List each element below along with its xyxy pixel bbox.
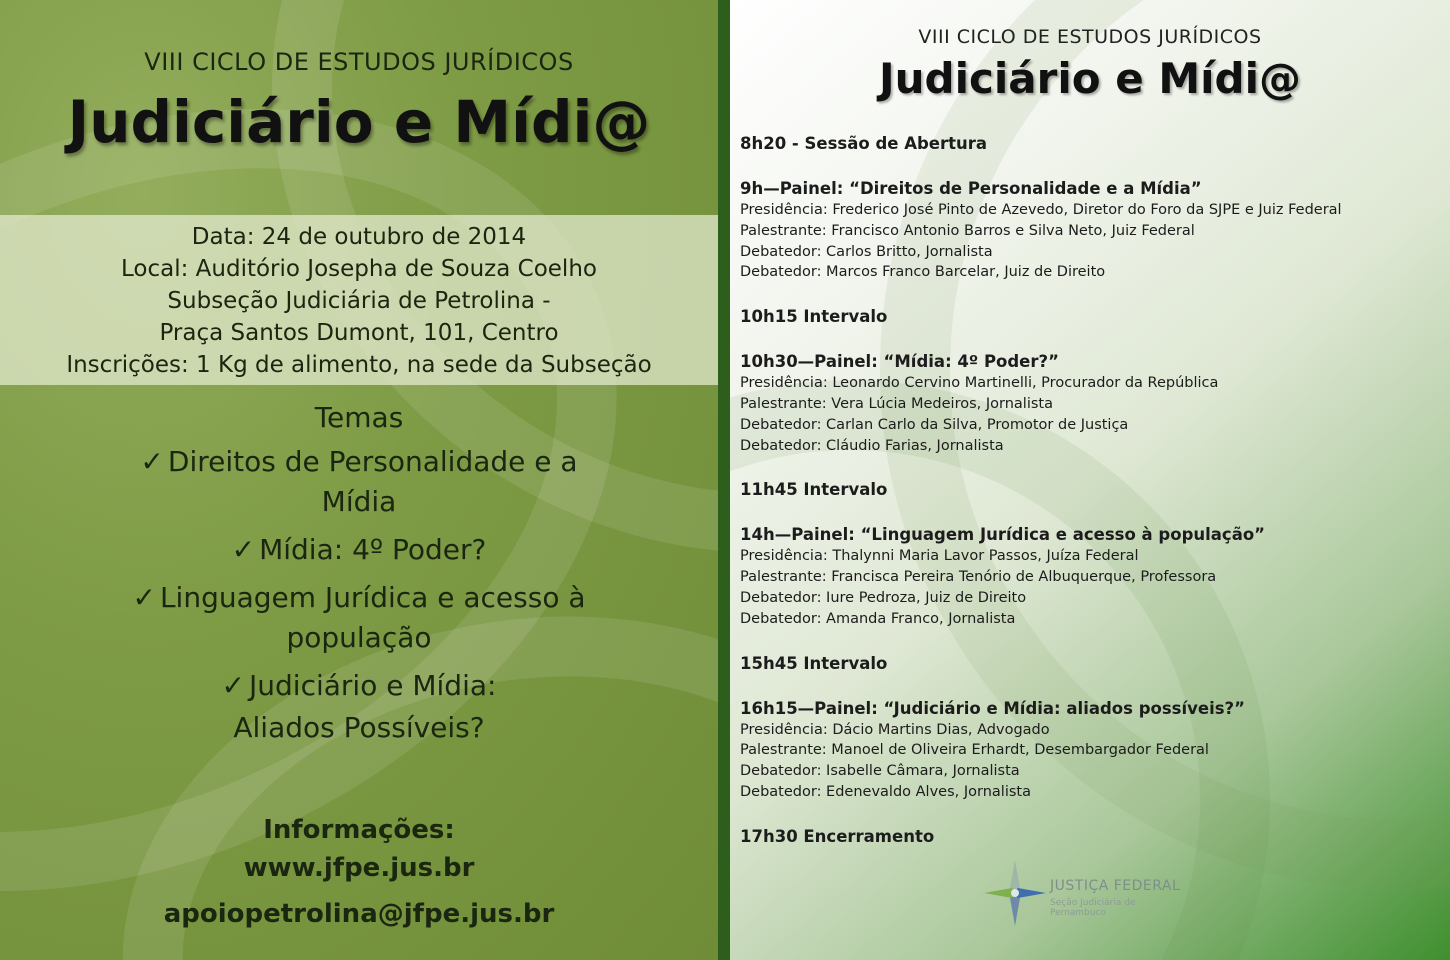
left-panel [0, 0, 718, 960]
themes-heading: Temas [314, 401, 404, 434]
schedule-participant: Debatedor: Carlos Britto, Jornalista [740, 243, 993, 260]
check-icon: ✓ [140, 445, 164, 478]
schedule-block [740, 351, 1440, 456]
event-details [0, 215, 718, 385]
schedule-participant: Presidência: Leonardo Cervino Martinelli, Procurador da República [740, 375, 1219, 392]
schedule-participant: Presidência: Frederico José Pinto de Azevedo, Diretor do Foro da SJPE e Juiz Federal [740, 202, 1342, 218]
check-icon: ✓ [132, 581, 156, 614]
schedule-participant: Palestrante: Manoel de Oliveira Erhardt, Desembargador Federal [740, 742, 1209, 759]
theme-item [124, 578, 594, 658]
contact-info [0, 812, 718, 934]
schedule-time: 14h—Painel: “Linguagem Jurídica e acesso à população” [740, 525, 1266, 545]
schedule-block [740, 306, 1440, 328]
event-address: Praça Santos Dumont, 101, Centro [159, 320, 559, 346]
schedule-time: 8h20 - Sessão de Abertura [740, 134, 988, 153]
email-link[interactable]: apoiopetrolina@jfpe.jus.br [163, 899, 555, 929]
website-link[interactable]: www.jfpe.jus.br [243, 853, 475, 883]
event-location: Local: Auditório Josepha de Souza Coelho [121, 256, 597, 282]
schedule-participant: Debatedor: Isabelle Câmara, Jornalista [740, 763, 1020, 780]
logo-subtitle: Seção Judiciária de Pernambuco [1050, 898, 1136, 918]
check-icon: ✓ [221, 669, 246, 702]
theme-label: Linguagem Jurídica e acesso à população [159, 581, 586, 654]
schedule-time: 10h15 Intervalo [740, 307, 888, 327]
schedule-participant: Palestrante: Francisca Pereira Tenório de Albuquerque, Professora [740, 569, 1217, 586]
panel-divider [718, 0, 730, 960]
schedule-participant: Debatedor: Amanda Franco, Jornalista [740, 610, 1016, 627]
right-panel [730, 0, 1450, 960]
theme-item [124, 442, 594, 522]
schedule-participant: Palestrante: Francisco Antonio Barros e Silva Neto, Juiz Federal [740, 222, 1195, 239]
info-heading: Informações: [263, 815, 455, 845]
schedule-participant: Debatedor: Edenevaldo Alves, Jornalista [740, 783, 1031, 800]
schedule-block [740, 698, 1440, 803]
theme-item [124, 530, 594, 570]
schedule-participant: Palestrante: Vera Lúcia Medeiros, Jornalista [740, 395, 1053, 412]
theme-item [124, 666, 594, 706]
check-icon: ✓ [231, 533, 256, 566]
schedule-participant: Debatedor: Marcos Franco Barcelar, Juiz de Direito [740, 264, 1106, 281]
program-subtitle: VIII CICLO DE ESTUDOS JURÍDICOS [918, 26, 1262, 48]
event-title: Judiciário e Mídi@ [67, 88, 651, 156]
theme-label-continued: Aliados Possíveis? [233, 711, 485, 744]
schedule-participant: Debatedor: Carlan Carlo da Silva, Promotor de Justiça [740, 416, 1129, 433]
schedule-time: 16h15—Painel: “Judiciário e Mídia: aliados possíveis?” [740, 698, 1245, 718]
schedule-block [740, 524, 1440, 629]
schedule-participant: Presidência: Thalynni Maria Lavor Passos, Juíza Federal [740, 548, 1139, 565]
justica-federal-logo [982, 858, 1192, 928]
schedule-block [740, 479, 1440, 501]
schedule-time: 17h30 Encerramento [740, 826, 935, 846]
event-subtitle: VIII CICLO DE ESTUDOS JURÍDICOS [144, 48, 574, 76]
theme-label: Mídia: 4º Poder? [259, 533, 487, 566]
schedule-block [740, 133, 1440, 155]
schedule-block [740, 178, 1440, 283]
event-venue: Subseção Judiciária de Petrolina - [167, 288, 551, 314]
themes-section [0, 398, 718, 756]
schedule-time: 9h—Painel: “Direitos de Personalidade e a Mídia” [740, 179, 1202, 198]
schedule-time: 15h45 Intervalo [740, 653, 888, 673]
logo-name: JUSTIÇA FEDERAL [1050, 878, 1181, 894]
schedule-participant: Presidência: Dácio Martins Dias, Advogado [740, 721, 1050, 738]
logo-emblem-icon [982, 858, 1048, 928]
schedule-time: 10h30—Painel: “Mídia: 4º Poder?” [740, 352, 1059, 372]
theme-label: Direitos de Personalidade e a Mídia [167, 445, 578, 518]
schedule [740, 133, 1440, 871]
schedule-block [740, 653, 1440, 675]
schedule-participant: Debatedor: Cláudio Farias, Jornalista [740, 437, 1004, 454]
theme-label: Judiciário e Mídia: [249, 669, 497, 702]
event-date: Data: 24 de outubro de 2014 [191, 224, 527, 250]
event-registration: Inscrições: 1 Kg de alimento, na sede da Subseção [66, 352, 652, 378]
schedule-block [740, 826, 1440, 848]
program-title: Judiciário e Mídi@ [879, 54, 1301, 103]
schedule-participant: Debatedor: Iure Pedroza, Juiz de Direito [740, 589, 1027, 606]
schedule-time: 11h45 Intervalo [740, 480, 888, 500]
